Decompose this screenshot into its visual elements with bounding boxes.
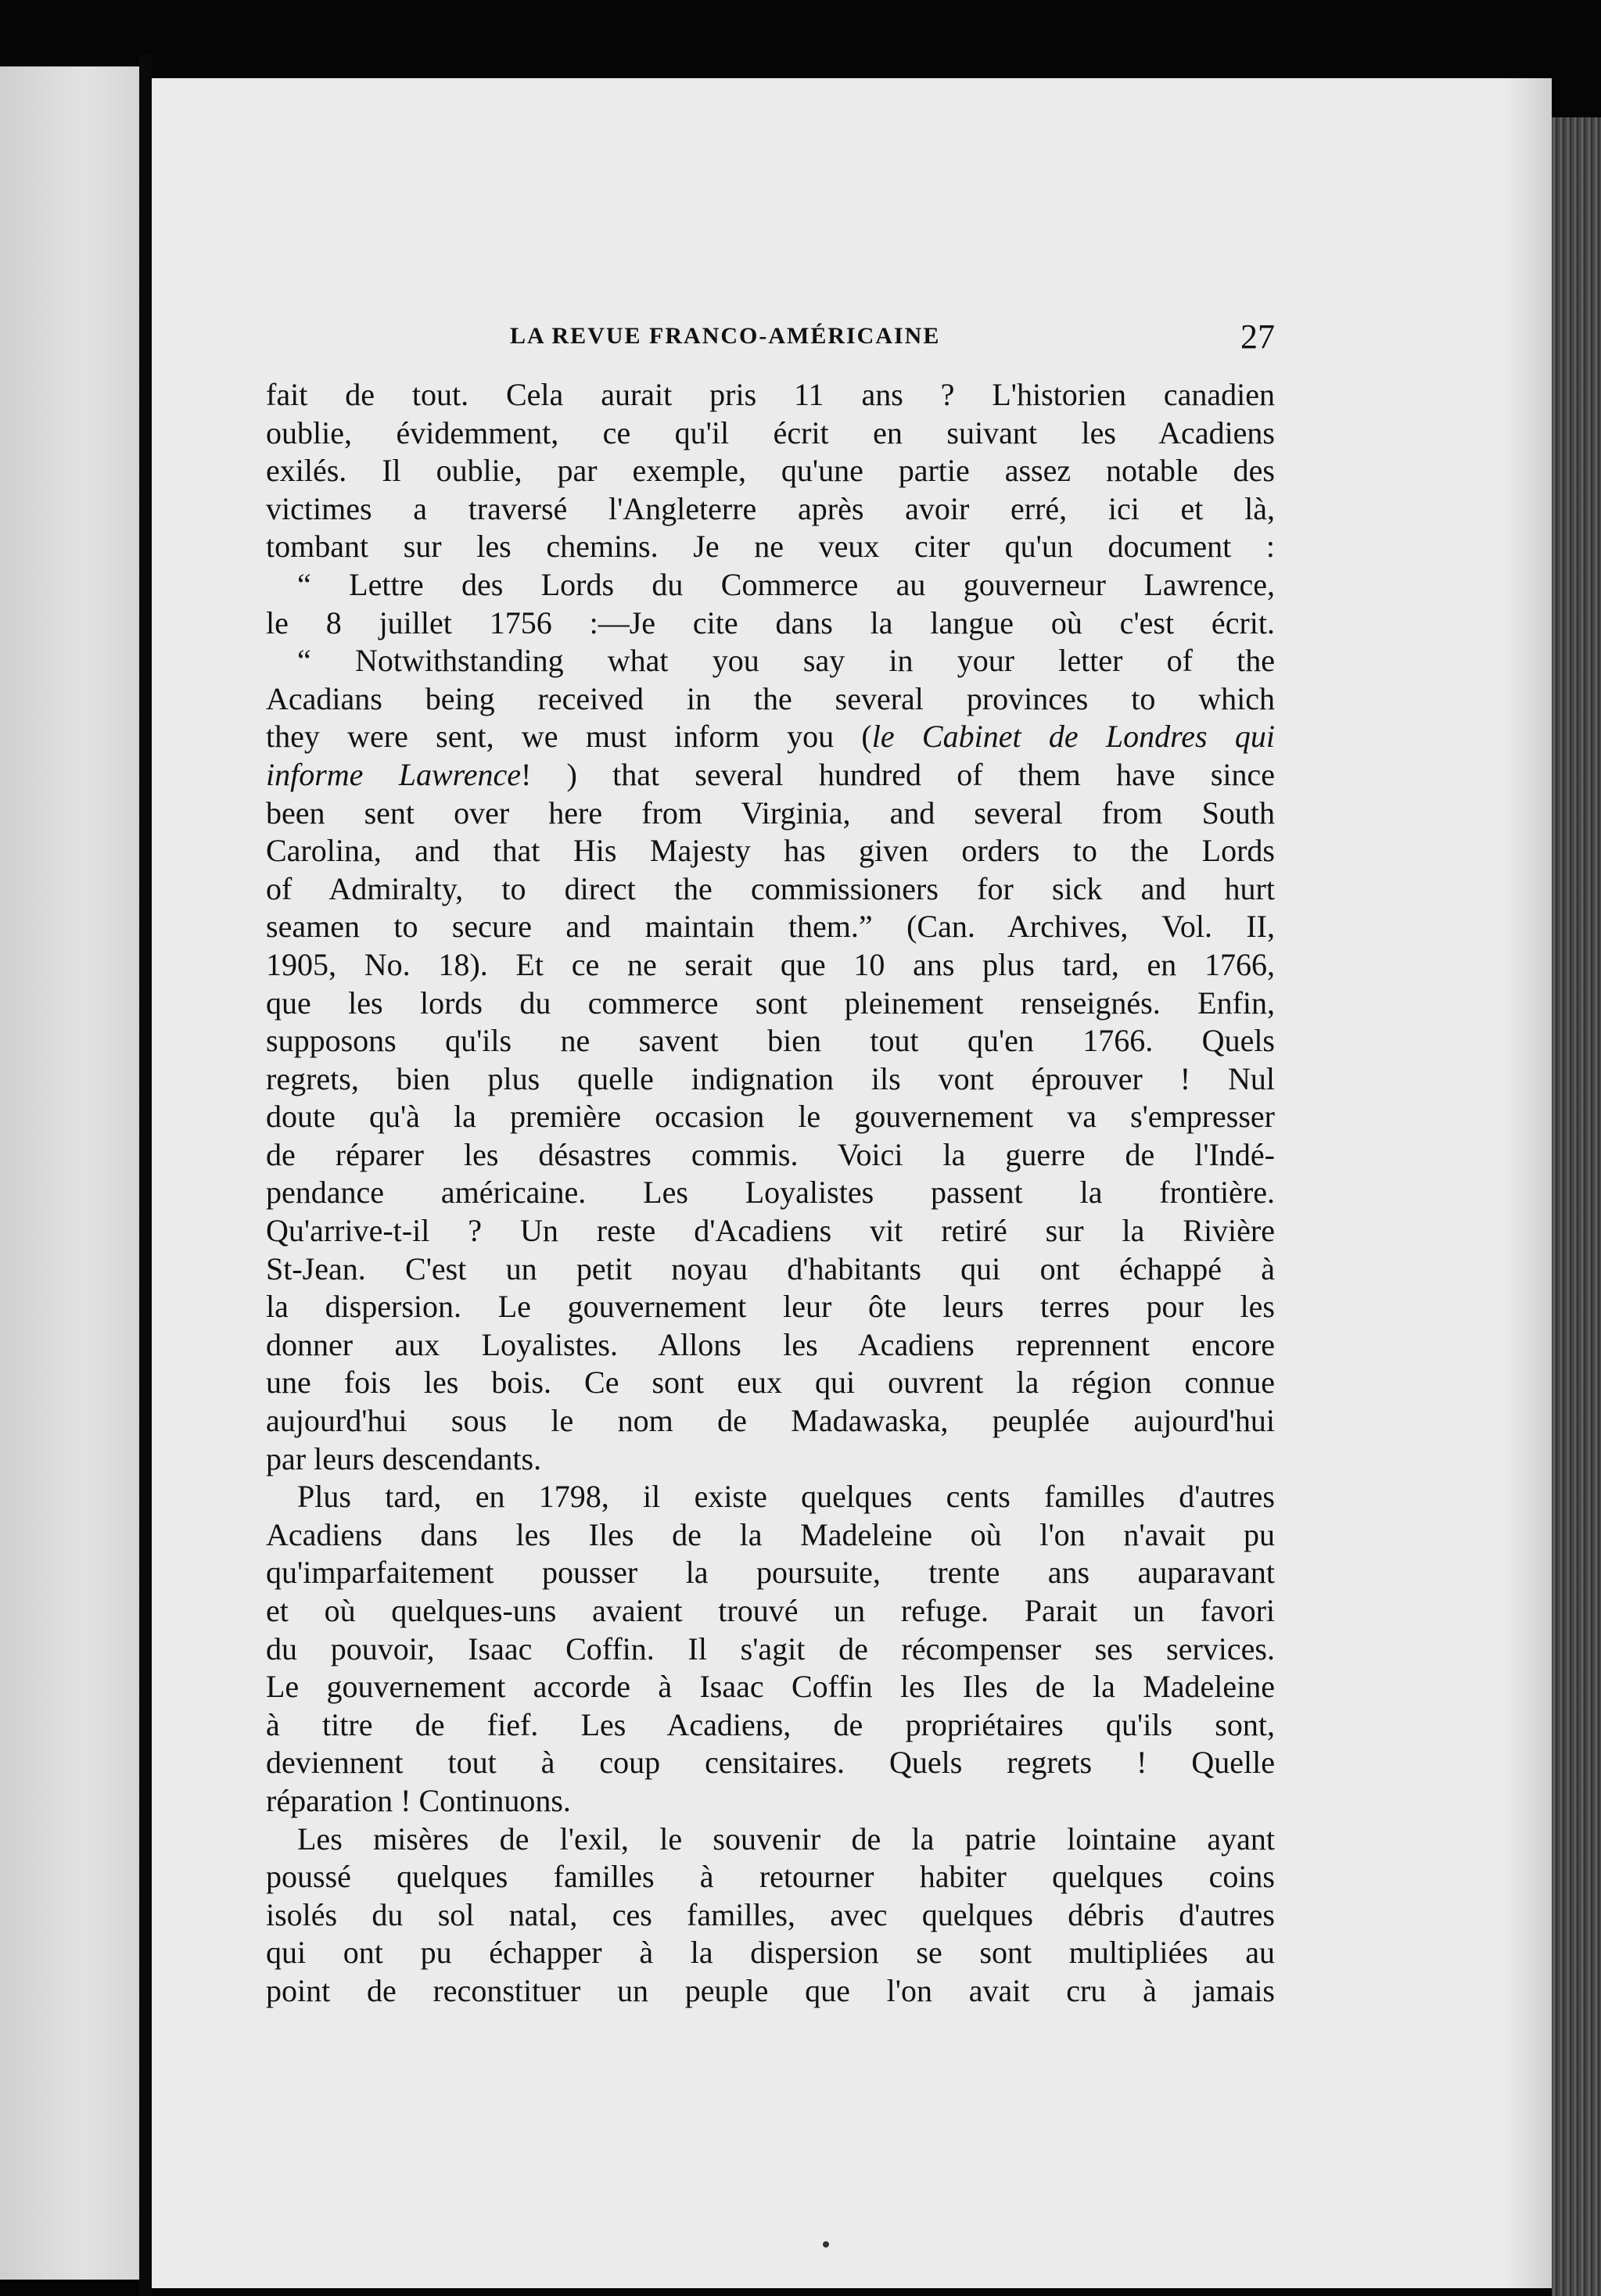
text-line: qu'imparfaitement pousser la poursuite, trente ans auparavant [266, 1555, 1275, 1591]
page-shadow [1505, 78, 1552, 2288]
text-line: réparation ! Continuons. [266, 1782, 571, 1818]
text-line-with-italic [266, 756, 1275, 795]
text-line: poussé quelques familles à retourner habiter quelques coins [266, 1859, 1275, 1895]
text-line: du pouvoir, Isaac Coffin. Il s'agit de récompenser ses services. [266, 1631, 1275, 1666]
text-line: “ Lettre des Lords du Commerce au gouverneur Lawrence, [297, 566, 1275, 602]
text-line: of Admiralty, to direct the commissioners for sick and hurt [266, 870, 1275, 906]
text-line: St-Jean. C'est un petit noyau d'habitants qui ont échappé à [266, 1250, 1275, 1286]
text-line: Carolina, and that His Majesty has given orders to the Lords [266, 833, 1275, 869]
text-line: Acadiens dans les Iles de la Madeleine où l'on n'avait pu [266, 1516, 1275, 1552]
text-line-with-italic [266, 718, 1275, 756]
text-line: Acadians being received in the several provinces to which [266, 680, 1275, 716]
text-line: “ Notwithstanding what you say in your letter of the [297, 643, 1275, 679]
text-line: donner aux Loyalistes. Allons les Acadiens reprennent encore [266, 1326, 1275, 1362]
page-header [510, 317, 1275, 357]
italic-segment: informe Lawrence [266, 756, 521, 792]
running-title: LA REVUE FRANCO-AMÉRICAINE [510, 323, 941, 349]
text-line: la dispersion. Le gouvernement leur ôte leurs terres pour les [266, 1289, 1275, 1325]
text-line: par leurs descendants. [266, 1440, 542, 1476]
text-line: deviennent tout à coup censitaires. Quels regrets ! Quelle [266, 1745, 1275, 1781]
ink-speck [823, 2241, 829, 2248]
text-line: point de reconstituer un peuple que l'on avait cru à jamais [266, 1972, 1275, 2008]
body-text [266, 376, 1275, 2011]
text-line: fait de tout. Cela aurait pris 11 ans ? L'historien canadien [266, 377, 1275, 412]
book-gutter [139, 55, 152, 2296]
text-line: Le gouvernement accorde à Isaac Coffin les Iles de la Madeleine [266, 1669, 1275, 1705]
text-line: exilés. Il oublie, par exemple, qu'une partie assez notable des [266, 453, 1275, 489]
italic-segment: le Cabinet de Londres qui [871, 719, 1275, 755]
text-line: seamen to secure and maintain them.” (Can. Archives, Vol. II, [266, 909, 1275, 945]
text-line: Plus tard, en 1798, il existe quelques cents familles d'autres [297, 1479, 1275, 1515]
text-line: 1905, No. 18). Et ce ne serait que 10 ans plus tard, en 1766, [266, 946, 1275, 982]
text-line: à titre de fief. Les Acadiens, de propriétaires qu'ils sont, [266, 1706, 1275, 1742]
text-line: supposons qu'ils ne savent bien tout qu'en 1766. Quels [266, 1023, 1275, 1059]
text-segment: they were sent, we must inform you ( [266, 719, 872, 755]
text-line: tombant sur les chemins. Je ne veux citer qu'un document : [266, 529, 1275, 565]
text-line: been sent over here from Virginia, and several from South [266, 795, 1275, 831]
text-line: le 8 juillet 1756 :—Je cite dans la langue où c'est écrit. [266, 604, 1275, 640]
adjacent-page-edge [0, 66, 139, 2280]
text-line: regrets, bien plus quelle indignation ils vont éprouver ! Nul [266, 1060, 1275, 1096]
page-number: 27 [1240, 317, 1275, 356]
text-segment: ! ) that several hundred of them have since [520, 756, 1276, 792]
text-line: aujourd'hui sous le nom de Madawaska, peuplée aujourd'hui [266, 1403, 1275, 1439]
text-line: victimes a traversé l'Angleterre après avoir erré, ici et là, [266, 490, 1275, 526]
text-line: doute qu'à la première occasion le gouvernement va s'empresser [266, 1099, 1275, 1135]
text-line: isolés du sol natal, ces familles, avec quelques débris d'autres [266, 1896, 1275, 1932]
text-line: une fois les bois. Ce sont eux qui ouvrent la région connue [266, 1365, 1275, 1401]
text-line: Qu'arrive-t-il ? Un reste d'Acadiens vit retiré sur la Rivière [266, 1213, 1275, 1249]
page-stack-edge [1552, 117, 1601, 2296]
text-line: oublie, évidemment, ce qu'il écrit en suivant les Acadiens [266, 414, 1275, 450]
text-line: de réparer les désastres commis. Voici la guerre de l'Indé- [266, 1136, 1275, 1172]
text-line: Les misères de l'exil, le souvenir de la patrie lointaine ayant [297, 1821, 1275, 1857]
text-line: et où quelques-uns avaient trouvé un refuge. Parait un favori [266, 1593, 1275, 1628]
text-line: pendance américaine. Les Loyalistes passent la frontière. [266, 1175, 1275, 1211]
text-line: qui ont pu échapper à la dispersion se sont multipliées au [266, 1935, 1275, 1971]
text-line: que les lords du commerce sont pleinement renseignés. Enfin, [266, 985, 1275, 1021]
